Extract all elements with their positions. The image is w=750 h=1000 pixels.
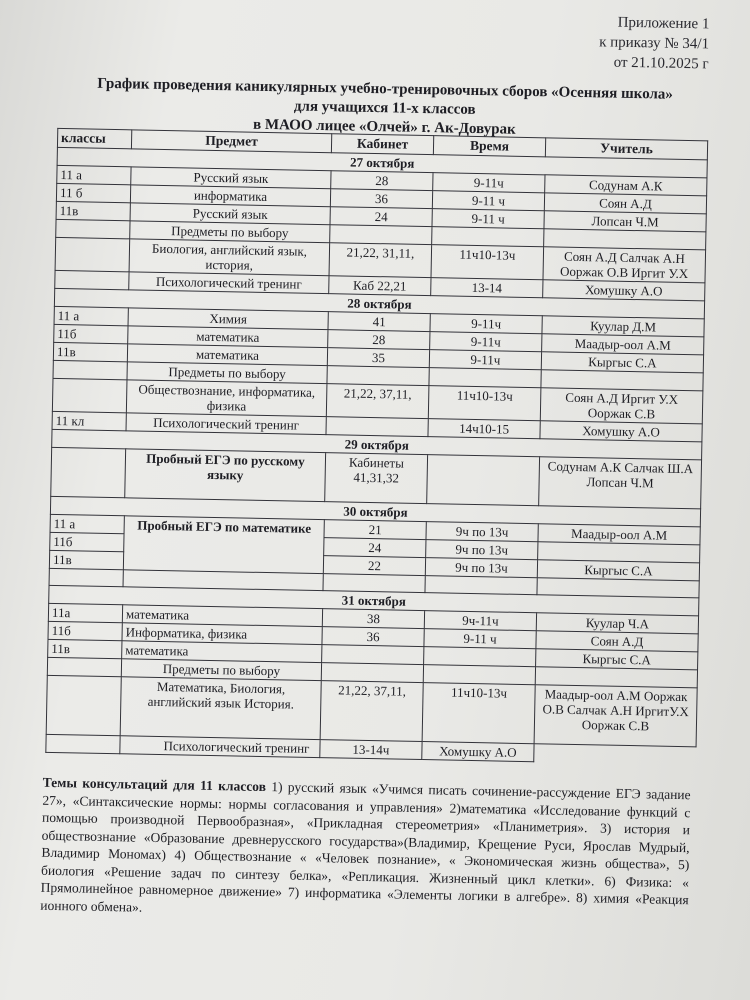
cell-time bbox=[429, 368, 541, 388]
cell-class: 11б bbox=[54, 324, 128, 343]
appendix-line-1: Приложение 1 bbox=[617, 14, 710, 33]
cell-teacher: Хомушку А.О bbox=[543, 280, 705, 301]
cell-room: Каб 22,21 bbox=[329, 276, 431, 296]
cell-room: 36 bbox=[330, 189, 432, 209]
title-line-2: для учащихся 11-х классов bbox=[293, 98, 476, 118]
cell-time: 9-11ч bbox=[430, 332, 542, 352]
cell-room bbox=[330, 225, 432, 245]
cell-room: 22 bbox=[323, 556, 425, 576]
cell-teacher: Куулар Д.М bbox=[542, 316, 704, 337]
date-row: 30 октября bbox=[50, 496, 700, 526]
cell-subject: Предметы по выбору bbox=[130, 221, 330, 243]
cell-class bbox=[46, 734, 120, 753]
cell-time: 14ч10-15 bbox=[428, 419, 540, 439]
schedule-table bbox=[45, 128, 708, 765]
appendix-line-2: к приказу № 34/1 bbox=[598, 34, 710, 53]
title-line-1: График проведения каникулярных учебно-тренировочных сборов «Осенняя школа» bbox=[97, 75, 674, 103]
cell-subject: информатика bbox=[130, 185, 330, 207]
cell-teacher: Лопсан Ч.М bbox=[544, 211, 706, 232]
cell-room bbox=[322, 645, 424, 665]
date-row: 27 октября bbox=[57, 147, 707, 177]
cell-class: 11б bbox=[48, 621, 122, 640]
date-row: 31 октября bbox=[49, 585, 699, 615]
cell-room: 21 bbox=[324, 520, 426, 540]
cell-empty bbox=[49, 568, 123, 586]
cell-class: 11в bbox=[49, 550, 123, 569]
cell-subject: Психологический тренинг bbox=[126, 413, 326, 435]
cell-time: 9ч-11ч bbox=[424, 611, 536, 631]
cell-subject: Математика, Биология, английский язык История. bbox=[120, 677, 321, 740]
cell-subject: Информатика, физика bbox=[122, 623, 322, 645]
cell-time bbox=[424, 647, 536, 667]
cell-class bbox=[56, 219, 130, 238]
cell-exam-subject: Пробный ЕГЭ по русскому языку bbox=[125, 449, 326, 502]
cell-exam-subject: Пробный ЕГЭ по математике bbox=[123, 516, 324, 574]
cell-room bbox=[321, 663, 423, 683]
cell-subject: Предметы по выбору bbox=[121, 659, 321, 681]
cell-time: 9-11ч bbox=[430, 314, 542, 334]
date-row: 29 октября bbox=[52, 429, 702, 459]
cell-subject: математика bbox=[127, 344, 327, 366]
cell-time bbox=[423, 665, 535, 685]
cell-class bbox=[46, 675, 121, 735]
document-sheet bbox=[40, 0, 710, 1000]
cell-subject: математика bbox=[128, 326, 328, 348]
header-room: Кабинет bbox=[331, 134, 433, 155]
consultation-topics bbox=[40, 774, 691, 926]
cell-room: 21,22, 31,11, bbox=[329, 243, 432, 278]
cell-subject: Русский язык bbox=[130, 203, 330, 225]
appendix-note bbox=[599, 12, 710, 74]
cell-room: 13-14ч bbox=[320, 740, 422, 760]
cell-class bbox=[52, 378, 127, 412]
cell-room: 36 bbox=[322, 627, 424, 647]
cell-subject: Химия bbox=[128, 308, 328, 330]
cell-teacher bbox=[534, 744, 696, 765]
cell-subject: Психологический тренинг bbox=[129, 272, 329, 294]
cell-teacher: Куулар Ч.А bbox=[536, 613, 698, 634]
cell-time: 9ч по 13ч bbox=[426, 522, 538, 542]
cell-room bbox=[326, 417, 428, 437]
cell-empty bbox=[323, 574, 425, 593]
cell-teacher: Соян А.Д bbox=[544, 193, 706, 214]
cell-class: 11 а bbox=[50, 514, 124, 533]
cell-time: 9ч по 13ч bbox=[425, 558, 537, 578]
cell-time: 11ч10-13ч bbox=[422, 683, 535, 744]
cell-teacher: Хомушку А.О bbox=[540, 421, 702, 442]
cell-class: 11б bbox=[50, 532, 124, 551]
cell-class: 11 кл bbox=[52, 411, 126, 430]
cell-time: 11ч10-13ч bbox=[428, 386, 541, 421]
cell-class bbox=[51, 447, 126, 497]
cell-subject: Обществознание, информатика, физика bbox=[126, 380, 327, 417]
date-row: 28 октября bbox=[54, 288, 704, 318]
cell-class bbox=[53, 360, 127, 379]
cell-time: 9-11 ч bbox=[432, 209, 544, 229]
cell-teacher: Содунам А.К bbox=[545, 175, 707, 196]
cell-subject: математика bbox=[122, 641, 322, 663]
cell-teacher: Маадыр-оол А.М Ооржак О.В Салчак А.Н ИргитУ.Х Ооржак С.В bbox=[534, 685, 697, 747]
cell-class: 11в bbox=[48, 639, 122, 658]
cell-teacher: Соян А.Д bbox=[536, 631, 698, 652]
cell-time bbox=[427, 455, 540, 506]
cell-room: Кабинеты 41,31,32 bbox=[325, 453, 428, 504]
topics-text: 1) русский язык «Учимся писать сочинение-рассуждение ЕГЭ задание 27», «Синтаксические нормы: нормы согласования и управления» 2)математика «Исследование функций с помощью производной Первообразная», «Прикладная стереометрия» «Планиметрия». 3) история и обществознание «Образование древнерусского государства»(Владимир, Крещение Руси, Ярослав Мудрый, Владимир Мономах) 4) Обществознание « «Человек познание», « Экономическая жизнь общества», 5) биология «Решение задач по синтезу белка», «Репликация. Жизненный цикл клетки». 6) Физика: « Прямолинейное равномерное движение» 7) информатика «Элементы логики в алгебре». 8) химия «Реакция ионного обмена». bbox=[40, 779, 691, 915]
appendix-line-3: от 21.10.2025 г bbox=[613, 54, 709, 73]
cell-class bbox=[47, 657, 121, 676]
cell-room: 21,22, 37,11, bbox=[320, 681, 423, 742]
cell-room: 24 bbox=[330, 207, 432, 227]
cell-teacher: Кыргыс С.А bbox=[541, 352, 703, 373]
cell-subject: Биология, английский язык, история, bbox=[129, 239, 330, 276]
cell-room: 24 bbox=[324, 538, 426, 558]
topics-heading: Темы консультаций для 11 классов bbox=[42, 774, 267, 795]
cell-room: 21,22, 37,11, bbox=[326, 384, 429, 419]
cell-teacher: Соян А.Д Салчак А.Н Ооржак О.В Иргит У.Х bbox=[543, 247, 706, 283]
cell-class: 11в bbox=[56, 201, 130, 220]
cell-room: 38 bbox=[322, 609, 424, 629]
cell-time: 9-11ч bbox=[433, 173, 545, 193]
cell-time: 13-14 bbox=[431, 278, 543, 298]
header-teacher: Учитель bbox=[545, 138, 707, 160]
cell-room: 41 bbox=[328, 312, 430, 332]
cell-room bbox=[327, 366, 429, 386]
cell-class: 11а bbox=[48, 603, 122, 622]
cell-time: 9-11 ч bbox=[432, 191, 544, 211]
cell-teacher: Маадыр-оол А.М bbox=[542, 334, 704, 355]
cell-time: 9-11ч bbox=[429, 350, 541, 370]
cell-class: 11 а bbox=[57, 165, 131, 184]
cell-time: Хомушку А.О bbox=[422, 742, 534, 762]
cell-teacher: Кыргыс С.А bbox=[537, 560, 699, 581]
cell-class: 11 б bbox=[56, 183, 130, 202]
cell-subject: Русский язык bbox=[131, 167, 331, 189]
title-line-3: в МАОО лицее «Олчей» г. Ак-Довурак bbox=[252, 116, 516, 138]
cell-teacher: Маадыр-оол А.М bbox=[538, 524, 700, 545]
cell-time: 9-11 ч bbox=[424, 629, 536, 649]
cell-time bbox=[432, 227, 544, 247]
cell-subject: Предметы по выбору bbox=[127, 362, 327, 384]
cell-teacher: Кыргыс С.А bbox=[536, 649, 698, 670]
cell-class bbox=[55, 270, 129, 289]
cell-room: 35 bbox=[327, 348, 429, 368]
cell-subject: математика bbox=[122, 605, 322, 627]
cell-subject: Психологический тренинг bbox=[120, 736, 320, 758]
cell-class bbox=[55, 237, 130, 271]
cell-empty bbox=[425, 576, 537, 595]
cell-teacher: Содунам А.К Салчак Ш.А Лопсан Ч.М bbox=[539, 457, 702, 509]
cell-room: 28 bbox=[328, 330, 430, 350]
header-subject: Предмет bbox=[131, 130, 331, 153]
header-classes: классы bbox=[57, 128, 131, 148]
cell-class: 11в bbox=[53, 342, 127, 361]
cell-time: 9ч по 13ч bbox=[426, 540, 538, 560]
cell-room: 28 bbox=[331, 171, 433, 191]
header-time: Время bbox=[433, 136, 545, 157]
cell-time: 11ч10-13ч bbox=[431, 245, 544, 280]
cell-class: 11 а bbox=[54, 306, 128, 325]
cell-teacher: Соян А.Д Иргит У.Х Ооржак С.В bbox=[540, 388, 703, 424]
